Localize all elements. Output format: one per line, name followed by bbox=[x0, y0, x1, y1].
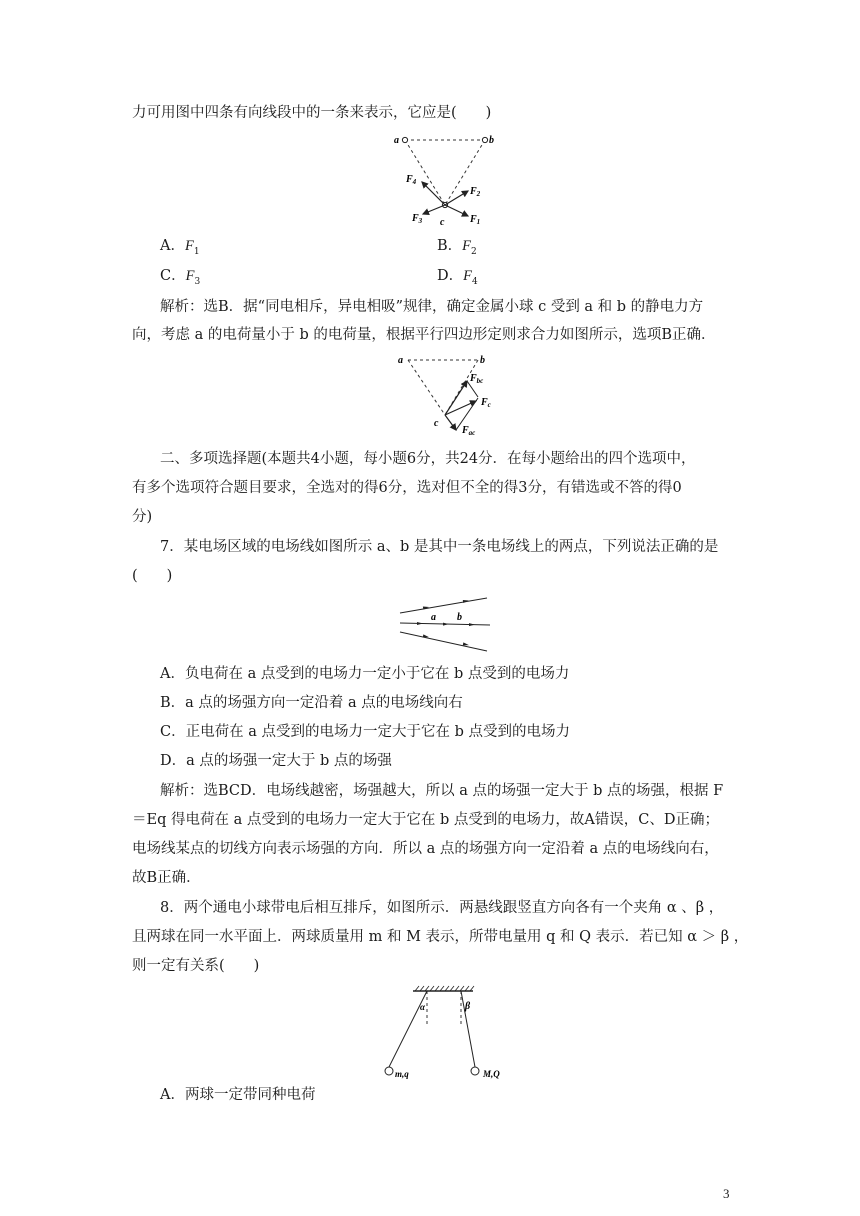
q6-force-figure bbox=[390, 130, 500, 228]
fig2-fc: F bbox=[481, 397, 488, 408]
fig2-fac: F bbox=[462, 425, 469, 436]
q8-stem-line3: 则一定有关系( ) bbox=[132, 958, 260, 974]
q7-stem-line2: ( ) bbox=[132, 568, 173, 584]
fig1-label-c: c bbox=[440, 217, 445, 228]
q6-analysis-line1: 解析：选B．据“同电相斥，异电相吸”规律，确定金属小球 c 受到 a 和 b 的静电力方 bbox=[160, 299, 704, 315]
fig2-label-b: b bbox=[480, 355, 485, 366]
fig1-f1: F bbox=[470, 214, 477, 225]
fig2-fc-sub: c bbox=[487, 401, 491, 409]
q8-option-a: A．两球一定带同种电荷 bbox=[160, 1087, 316, 1103]
q7-fig-label-a: a bbox=[431, 612, 436, 623]
fig1-label-a: a bbox=[394, 135, 399, 146]
section2-line1: 二、多项选择题(本题共4小题，每小题6分，共24分．在每小题给出的四个选项中， bbox=[160, 451, 696, 467]
fig2-label-c: c bbox=[434, 418, 439, 429]
q6-option-b: B．$F_2$ bbox=[437, 238, 477, 257]
q6-analysis-line2: 向，考虑 a 的电荷量小于 b 的电荷量，根据平行四边形定则求合力如图所示，选项B正确． bbox=[132, 327, 716, 343]
q8-stem-line1: 8．两个通电小球带电后相互排斥，如图所示．两悬线跟竖直方向各有一个夹角 α 、β ， bbox=[160, 900, 724, 916]
q7-stem-line1: 7．某电场区域的电场线如图所示 a、b 是其中一条电场线上的两点，下列说法正确的是 bbox=[160, 539, 719, 555]
q6-parallelogram-figure bbox=[390, 350, 500, 440]
q6-option-d: D．$F_4$ bbox=[437, 268, 478, 287]
svg-text:Fac bbox=[461, 425, 475, 437]
q8-fig-right-ball: M,Q bbox=[483, 1069, 500, 1079]
svg-text:F4 bbox=[405, 174, 417, 186]
q7-option-b: B．a 点的场强方向一定沿着 a 点的电场线向右 bbox=[160, 695, 463, 711]
fig1-f2-sub: 2 bbox=[476, 190, 481, 198]
q7-field-lines-figure bbox=[395, 595, 495, 655]
q7-analysis-line4: 故B正确． bbox=[132, 870, 201, 886]
fig1-f4-sub: 4 bbox=[412, 178, 417, 186]
q7-analysis-line2: ＝Eq 得电荷在 a 点受到的电场力一定大于它在 b 点受到的电场力，故A错误，C、D正确； bbox=[132, 812, 720, 828]
fig1-f2: F bbox=[470, 186, 477, 197]
fig1-f3: F bbox=[412, 213, 419, 224]
fig1-f4: F bbox=[406, 174, 413, 185]
svg-text:F3 bbox=[411, 213, 423, 225]
svg-text:Fbc bbox=[469, 373, 483, 385]
q8-fig-alpha: α bbox=[420, 1002, 425, 1012]
fig1-f3-sub: 3 bbox=[418, 217, 423, 225]
section2-line3: 分) bbox=[132, 509, 153, 525]
q7-fig-label-b: b bbox=[457, 612, 462, 623]
section2-line2: 有多个选项符合题目要求，全选对的得6分，选对但不全的得3分，有错选或不答的得0 bbox=[132, 480, 682, 496]
fig1-label-b: b bbox=[489, 135, 494, 146]
fig2-fac-sub: ac bbox=[468, 429, 476, 437]
q7-analysis-line3: 电场线某点的切线方向表示场强的方向．所以 a 点的场强方向一定沿着 a 点的电场线向右， bbox=[132, 841, 719, 857]
q8-pendulum-figure bbox=[375, 985, 525, 1080]
q7-option-d: D．a 点的场强一定大于 b 点的场强 bbox=[160, 753, 392, 769]
q8-stem-line2: 且两球在同一水平面上．两球质量用 m 和 M 表示，所带电量用 q 和 Q 表示．若已知 α ＞ β ， bbox=[132, 929, 749, 945]
svg-text:Fc bbox=[480, 397, 491, 409]
fig1-f1-sub: 1 bbox=[476, 218, 481, 226]
q6-option-c: C．$F_3$ bbox=[160, 268, 201, 287]
fig2-label-a: a bbox=[398, 355, 403, 366]
q6-stem-tail: 力可用图中四条有向线段中的一条来表示，它应是( ) bbox=[132, 105, 492, 121]
q8-fig-beta: β bbox=[465, 1001, 471, 1012]
page-number: 3 bbox=[723, 1186, 730, 1201]
fig2-fbc: F bbox=[470, 373, 477, 384]
q7-option-a: A．负电荷在 a 点受到的电场力一定小于它在 b 点受到的电场力 bbox=[160, 666, 570, 682]
svg-text:F1 bbox=[469, 214, 480, 226]
fig2-fbc-sub: bc bbox=[476, 377, 484, 385]
q8-fig-left-ball: m,q bbox=[395, 1069, 409, 1079]
q7-analysis-line1: 解析：选BCD．电场线越密，场强越大，所以 a 点的场强一定大于 b 点的场强，根据 F bbox=[160, 783, 724, 799]
svg-text:F2 bbox=[469, 186, 481, 198]
q6-option-a: A．$F_1$ bbox=[160, 238, 200, 257]
q7-option-c: C．正电荷在 a 点受到的电场力一定大于它在 b 点受到的电场力 bbox=[160, 724, 570, 740]
